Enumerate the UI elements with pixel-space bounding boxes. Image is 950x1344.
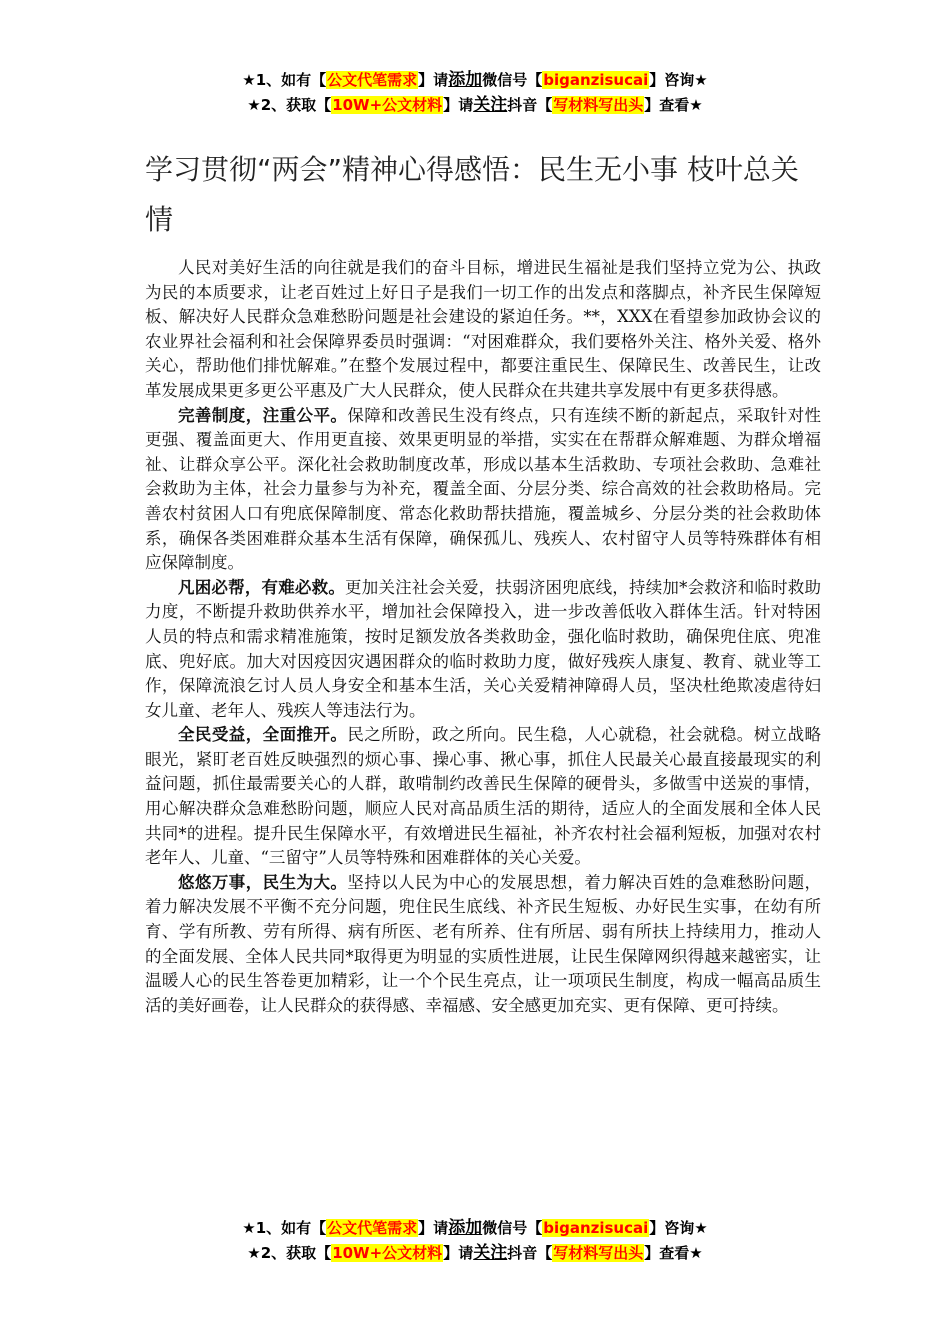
promo-text: 抖音【 <box>507 1244 553 1262</box>
promo-highlight: 公文代笔需求 <box>327 1219 418 1237</box>
promo-wechat-id: biganzisucai <box>543 71 649 89</box>
paragraph-fairness <box>145 404 821 576</box>
promo-highlight: 10W+公文材料 <box>332 96 443 114</box>
promo-text: 】请 <box>443 96 474 114</box>
paragraph-text: 更加关注社会关爱，扶弱济困兜底线，持续加*会救济和临时救助力度，不断提升救助供养水平，增加社会保障投入，进一步改善低收入群体生活。针对特困人员的特点和需求精准施策，按时足额发放各类救助金，强化临时救助，确保兜住底、兜准底、兜好底。加大对因疫因灾遇困群众的临时救助力度，做好残疾人康复、教育、就业等工作，保障流浪乞讨人员人身安全和基本生活，关心关爱精神障碍人员，坚决杜绝欺凌虐待妇女儿童、老年人、残疾人等违法行为。 <box>145 577 822 720</box>
promo-line-1 <box>0 68 950 93</box>
document-body <box>145 256 821 1018</box>
promo-highlight: 10W+公文材料 <box>332 1244 443 1262</box>
paragraph-assistance <box>145 576 821 724</box>
document-title: 学习贯彻“两会”精神心得感悟：民生无小事 枝叶总关情 <box>145 153 799 236</box>
promo-highlight: 公文代笔需求 <box>327 71 418 89</box>
promo-text: 】请 <box>418 71 449 89</box>
promo-text: 】查看★ <box>644 1244 703 1262</box>
paragraph-benefit <box>145 723 821 871</box>
promo-line-2 <box>0 93 950 118</box>
promo-line-1 <box>0 1216 950 1241</box>
paragraph-lead: 凡困必帮，有难必救。 <box>178 577 346 597</box>
promo-text: ★2、获取【 <box>247 1244 332 1262</box>
paragraph-text: 保障和改善民生没有终点，只有连续不断的新起点，采取针对性更强、覆盖面更大、作用更直接、效果更明显的举措，实实在在帮群众解难题、为群众增福祉、让群众享公平。深化社会救助制度改革，形成以基本生活救助、专项社会救助、急难社会救助为主体，社会力量参与为补充，覆盖全面、分层分类、综合高效的社会救助格局。完善农村贫困人口有兜底保障制度、常态化救助帮扶措施，覆盖城乡、分层分类的社会救助体系，确保各类困难群众基本生活有保障，确保孤儿、残疾人、农村留守人员等特殊群体有相应保障制度。 <box>145 405 822 573</box>
promo-text: ★2、获取【 <box>247 96 332 114</box>
promo-text: 】请 <box>418 1219 449 1237</box>
promo-wechat-id: biganzisucai <box>543 1219 649 1237</box>
paragraph-intro <box>145 256 821 404</box>
promo-text: 微信号【 <box>482 1219 543 1237</box>
promo-text: 】咨询★ <box>649 1219 708 1237</box>
promo-text: ★1、如有【 <box>242 71 327 89</box>
promo-underlined: 关注 <box>473 1243 508 1263</box>
promo-text: ★1、如有【 <box>242 1219 327 1237</box>
promo-text: 】咨询★ <box>649 71 708 89</box>
paragraph-text: 人民对美好生活的向往就是我们的奋斗目标，增进民生福祉是我们坚持立党为公、执政为民的本质要求，让老百姓过上好日子是我们一切工作的出发点和落脚点，补齐民生保障短板、解决好人民群众急难愁盼问题是社会建设的紧迫任务。**，XXX在看望参加政协会议的农业界社会福利和社会保障界委员时强调：“对困难群众，我们要格外关注、格外关爱、格外关心，帮助他们排忧解难。”在整个发展过程中，都要注重民生、保障民生、改善民生，让改革发展成果更多更公平惠及广大人民群众，使人民群众在共建共享发展中有更多获得感。 <box>145 258 821 400</box>
paragraph-lead: 全民受益，全面推开。 <box>178 725 348 745</box>
promo-line-2 <box>0 1241 950 1266</box>
paragraph-lead: 悠悠万事，民生为大。 <box>178 872 348 892</box>
paragraph-text: 民之所盼，政之所向。民生稳，人心就稳，社会就稳。树立战略眼光，紧盯老百姓反映强烈的烦心事、操心事、揪心事，抓住人民最关心最直接最现实的利益问题，抓住最需要关心的人群，敢啃制约改善民生保障的硬骨头，多做雪中送炭的事情，用心解决群众急难愁盼问题，顺应人民对高品质生活的期待，适应人的全面发展和全体人民共同*的进程。提升民生保障水平，有效增进民生福祉，补齐农村社会福利短板，加强对农村老年人、儿童、“三留守”人员等特殊和困难群体的关心关爱。 <box>145 725 822 868</box>
promo-text: 】请 <box>443 1244 474 1262</box>
promo-header <box>0 68 950 118</box>
promo-douyin-id: 写材料写出头 <box>553 96 644 114</box>
promo-text: 】查看★ <box>644 96 703 114</box>
promo-text: 抖音【 <box>507 96 553 114</box>
promo-underlined: 添加 <box>448 1218 483 1238</box>
promo-underlined: 关注 <box>473 95 508 115</box>
promo-text: 微信号【 <box>482 71 543 89</box>
paragraph-text: 坚持以人民为中心的发展思想，着力解决百姓的急难愁盼问题，着力解决发展不平衡不充分问题，兜住民生底线、补齐民生短板、办好民生实事，在幼有所育、学有所教、劳有所得、病有所医、老有所养、住有所居、弱有所扶上持续用力，推动人的全面发展、全体人民共同*取得更为明显的实质性进展，让民生保障网织得越来越密实，让温暖人心的民生答卷更加精彩，让一个个民生亮点，让一项项民生制度，构成一幅高品质生活的美好画卷，让人民群众的获得感、幸福感、安全感更加充实、更有保障、更可持续。 <box>145 872 822 1015</box>
paragraph-lead: 完善制度，注重公平。 <box>178 405 348 425</box>
promo-douyin-id: 写材料写出头 <box>553 1244 644 1262</box>
paragraph-livelihood <box>145 871 821 1019</box>
promo-footer <box>0 1216 950 1266</box>
promo-underlined: 添加 <box>448 70 483 90</box>
